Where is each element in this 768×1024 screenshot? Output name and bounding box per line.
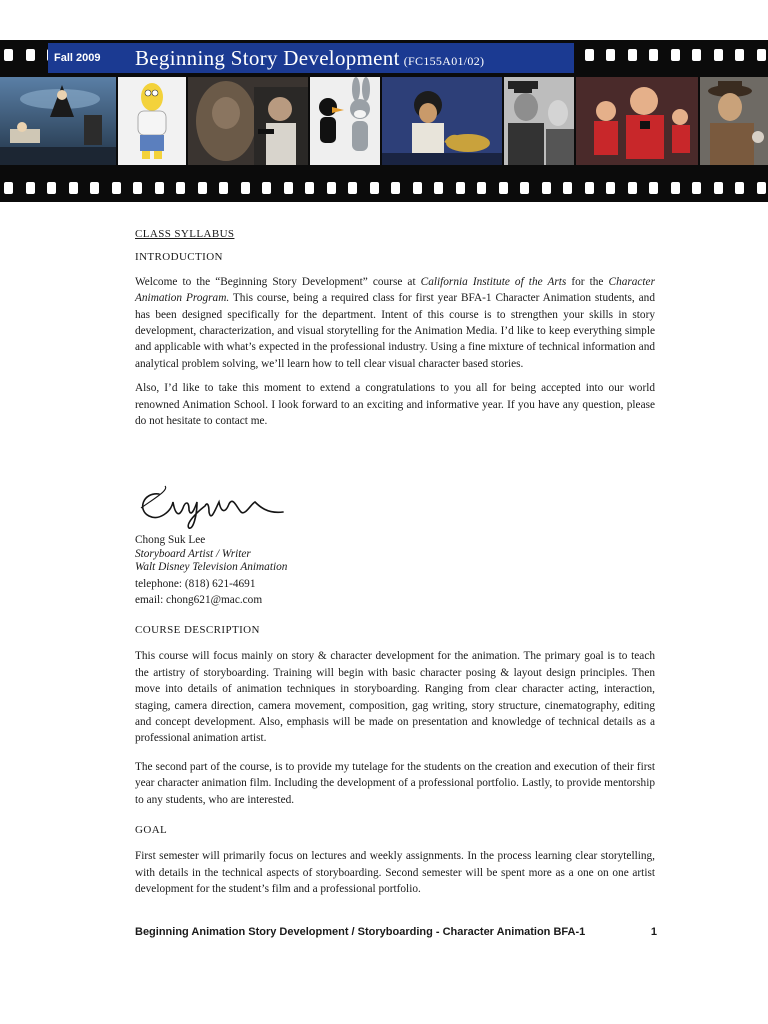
film-hole	[327, 182, 336, 194]
film-hole	[155, 182, 164, 194]
film-hole	[305, 182, 314, 194]
film-hole	[4, 182, 13, 194]
introduction-heading: INTRODUCTION	[135, 251, 223, 264]
film-hole	[219, 182, 228, 194]
film-hole	[133, 182, 142, 194]
film-strip-header	[0, 40, 768, 202]
goal-heading: GOAL	[135, 824, 168, 837]
title-bar	[48, 43, 574, 73]
film-hole	[649, 182, 658, 194]
film-hole	[434, 182, 443, 194]
film-hole	[585, 49, 594, 61]
film-hole	[391, 182, 400, 194]
page-footer	[135, 926, 657, 938]
film-hole	[563, 182, 572, 194]
film-perforations-bottom	[0, 182, 768, 194]
contact-role: Storyboard Artist / Writer	[135, 547, 251, 560]
film-hole	[757, 49, 766, 61]
film-frame-cartoon-duo-image	[310, 77, 380, 165]
film-hole	[112, 182, 121, 194]
film-frame-cartoon-man-image	[118, 77, 186, 165]
film-hole	[714, 49, 723, 61]
syllabus-content	[135, 226, 655, 429]
intro-text-c: for the	[566, 275, 609, 288]
film-hole	[47, 182, 56, 194]
film-hole	[649, 49, 658, 61]
film-hole	[69, 182, 78, 194]
film-hole	[735, 49, 744, 61]
film-hole	[714, 182, 723, 194]
course-description-heading: COURSE DESCRIPTION	[135, 624, 260, 636]
contact-name: Chong Suk Lee	[135, 534, 206, 546]
film-hole	[628, 49, 637, 61]
film-frame-animated-family-image	[576, 77, 698, 165]
film-hole	[671, 182, 680, 194]
contact-telephone: telephone: (818) 621-4691	[135, 577, 256, 590]
film-frame-noir-image	[504, 77, 574, 165]
signature-image	[135, 478, 295, 534]
course-code: (FC155A01/02)	[403, 53, 485, 68]
course-title	[118, 46, 484, 71]
introduction-paragraph-2: Also, I’d like to take this moment to extend a congratulations to you all for being accepted into our world renowned Animation School. I look forward to an exciting and informative year. If you have any question, please do not hesitate to contact me.	[135, 382, 655, 428]
film-hole	[585, 182, 594, 194]
contact-block	[135, 478, 435, 608]
season-label: Fall 2009	[54, 52, 101, 64]
film-hole	[692, 49, 701, 61]
introduction-paragraph-1	[135, 274, 655, 372]
film-hole	[4, 49, 13, 61]
film-hole	[241, 182, 250, 194]
intro-school-name: California Institute of the Arts	[420, 275, 567, 288]
film-hole	[542, 182, 551, 194]
film-frame-adventurer-image	[700, 77, 768, 165]
film-frame-genie-image	[382, 77, 502, 165]
syllabus-heading: CLASS SYLLABUS	[135, 228, 235, 240]
film-hole	[26, 49, 35, 61]
film-hole	[671, 49, 680, 61]
course-title-text: Beginning Story Development	[135, 45, 400, 70]
intro-program-name: Character Animation Program.	[135, 275, 655, 305]
film-hole	[757, 182, 766, 194]
film-hole	[520, 182, 529, 194]
contact-email[interactable]: email: chong621@mac.com	[135, 594, 263, 607]
film-hole	[284, 182, 293, 194]
film-hole	[176, 182, 185, 194]
intro-text-e: This course, being a required class for first year BFA-1 Character Animation students, and has been designed specifically for the department. Intent of this course is to strengthen your skills in story development, characterization, and visual storytelling for the Animation Media. I’d like to keep everything simple and applicable with what’s expected in the professional industry. Using a fine mixture of technical information and analytical problem solving, we’ll learn how to tell clear visual character based stories.	[135, 292, 655, 370]
footer-text: Beginning Animation Story Development / Storyboarding - Character Animation BFA-1	[135, 926, 586, 938]
film-hole	[370, 182, 379, 194]
film-hole	[606, 49, 615, 61]
film-hole	[499, 182, 508, 194]
film-hole	[456, 182, 465, 194]
film-hole	[477, 182, 486, 194]
course-description-paragraph-2: The second part of the course, is to provide my tutelage for the students on the creation and execution of their first year character animation film. Including the development of a professional portfolio. Lastly, to provide mentorship to any students, who are interested.	[135, 760, 655, 806]
film-frames	[0, 77, 768, 165]
page-number: 1	[650, 926, 657, 938]
film-hole	[198, 182, 207, 194]
course-content	[135, 622, 655, 898]
film-frame-scifi-image	[188, 77, 308, 165]
goal-paragraph: First semester will primarily focus on lectures and weekly assignments. In the process learning clear storytelling, with details in the technical aspects of storyboarding. Second semester will be spent more as a one on one artist development for the student’s film and a professional portfolio.	[135, 850, 655, 896]
film-hole	[413, 182, 422, 194]
film-frame-peter-pan-image	[0, 77, 116, 165]
film-hole	[692, 182, 701, 194]
film-hole	[735, 182, 744, 194]
film-hole	[90, 182, 99, 194]
film-hole	[628, 182, 637, 194]
course-description-paragraph-1: This course will focus mainly on story & character development for the animation. The primary goal is to teach the artistry of storyboarding. Training will begin with basic character posing & layout design principles. Then move into details of animation techniques in storyboarding. Ranging from clear character acting, interaction, staging, camera direction, camera movement, composition, gag writing, story structure, cinematography, editing and concept development. Also, emphasis will be made on presentation and knowledge of technical details as a professional animation artist.	[135, 650, 655, 745]
contact-company: Walt Disney Television Animation	[135, 561, 288, 574]
intro-text-a: Welcome to the “Beginning Story Development” course at	[135, 275, 421, 288]
film-hole	[262, 182, 271, 194]
film-hole	[26, 182, 35, 194]
film-hole	[606, 182, 615, 194]
film-hole	[348, 182, 357, 194]
